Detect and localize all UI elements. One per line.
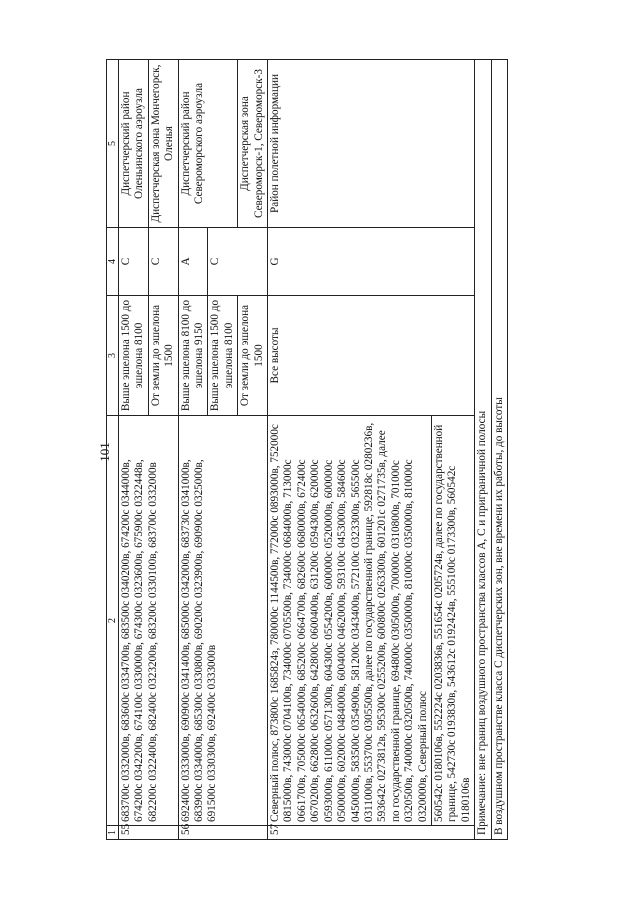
rotated-page (106, 60, 572, 840)
header-col-4: 4 (107, 228, 119, 296)
table-row (268, 60, 432, 840)
airspace-table (106, 59, 508, 840)
limits-cell: От земли до эшелона 1500 (148, 296, 178, 416)
coordinates-cell: 683700с 0332000в, 683600с 0334700в, 683500с 0340200в, 674200с 0344000в, 674200с 0342200в, 674100с 0330000в, 674300с 0323600в, 675900с 0322448в, 682200с 0322400в, 682400с 0323200в, 683200с 0330100в, 683700с 0332000в (119, 416, 179, 826)
header-row (107, 60, 119, 840)
class-cell: С (208, 228, 268, 296)
unit-cell: Диспетчерская зона Североморск-1, Североморск-3 (238, 60, 268, 228)
coordinates-cell: Северный полюс, 873800с 1685824з, 780000с 1144500в, 772000с 0893000в, 752000с 0815000в, 743000с 0704100в, 734000с 0705500в, 734000с 0684000в, 713000с 0661700в, 705000с 0654000в, 685200с 0664700в, 682600с 0680000в, 672400с 0670200в, 662800с 0632600в, 642800с 0600400в, 631200с 0594300в, 620000с 0593000в, 611000с 0571300в, 604300с 0554200в, 600000с 0520000в, 600000с 0500000в, 602000с 0484000в, 600400с 0462000в, 593100с 0453000в, 584600с 0450000в, 583500с 0354900в, 581200с 0343400в, 572100с 0323300в, 565500с 0311000в, 553700с 0305500в, далее по государственной границе, 592818с 0280236в, 593642с 0273812в, 595300с 0255200в, 600800с 0263300в, 601201с 0271735в, далее по государственной границе, 694800с 0305000в, 700000с 0310800в, 701000с 0320500в, 740000с 0320500в, 740000с 0350000в, 810000с 0350000в, 810000с 0320000в, Северный полюс (268, 416, 432, 826)
coordinates-cell: 692400с 0333000в, 690900с 0341400в, 685000с 0342000в, 683730с 0341000в, 683900с 0334000в, 685300с 0330800в, 690200с 0323900в, 690900с 0325000в, 691500с 0330300в, 692400с 0333000в (178, 416, 267, 826)
row-number: 55 (119, 826, 179, 840)
unit-cell: Район полетной информации (268, 60, 475, 228)
note-row (491, 60, 507, 840)
limits-cell: Выше эшелона 1500 до эшелона 8100 (119, 296, 149, 416)
class-cell: G (268, 228, 475, 296)
class-cell: С (119, 228, 149, 296)
table-row (119, 60, 149, 840)
coordinates-cell-continued: 560542с 0180106в, 552224с 0203836в, 551654с 0205724в, далее по государственной границе, 542730с 0193830в, 543612с 0192424в, 555100с 0173300в, 560542с 0180106в (431, 416, 474, 826)
note-text: Примечание: вне границ воздушного пространства классов А, С и приграничной полосы (475, 60, 491, 840)
note-text: В воздушном пространстве класса С диспетчерских зон, вне времени их работы, до высоты (491, 60, 507, 840)
unit-cell: Диспетчерская зона Мончегорск, Оленья (148, 60, 178, 228)
unit-cell: Диспетчерский район Оленьинского аэроузла (119, 60, 149, 228)
row-number: 57 (268, 826, 475, 840)
note-row (475, 60, 491, 840)
class-cell: С (148, 228, 178, 296)
unit-cell: Диспетчерский район Североморского аэроузла (178, 60, 238, 228)
page-number: 101 (97, 442, 112, 462)
table-row (178, 60, 208, 840)
limits-cell: Выше эшелона 8100 до эшелона 9150 (178, 296, 208, 416)
limits-cell: Все высоты (268, 296, 475, 416)
limits-cell: От земли до эшелона 1500 (238, 296, 268, 416)
header-col-5: 5 (107, 60, 119, 228)
header-col-1: 1 (107, 826, 119, 840)
limits-cell: Выше эшелона 1500 до эшелона 8100 (208, 296, 238, 416)
class-cell: А (178, 228, 208, 296)
header-col-3: 3 (107, 296, 119, 416)
header-col-2: 2 (107, 416, 119, 826)
row-number: 56 (178, 826, 267, 840)
